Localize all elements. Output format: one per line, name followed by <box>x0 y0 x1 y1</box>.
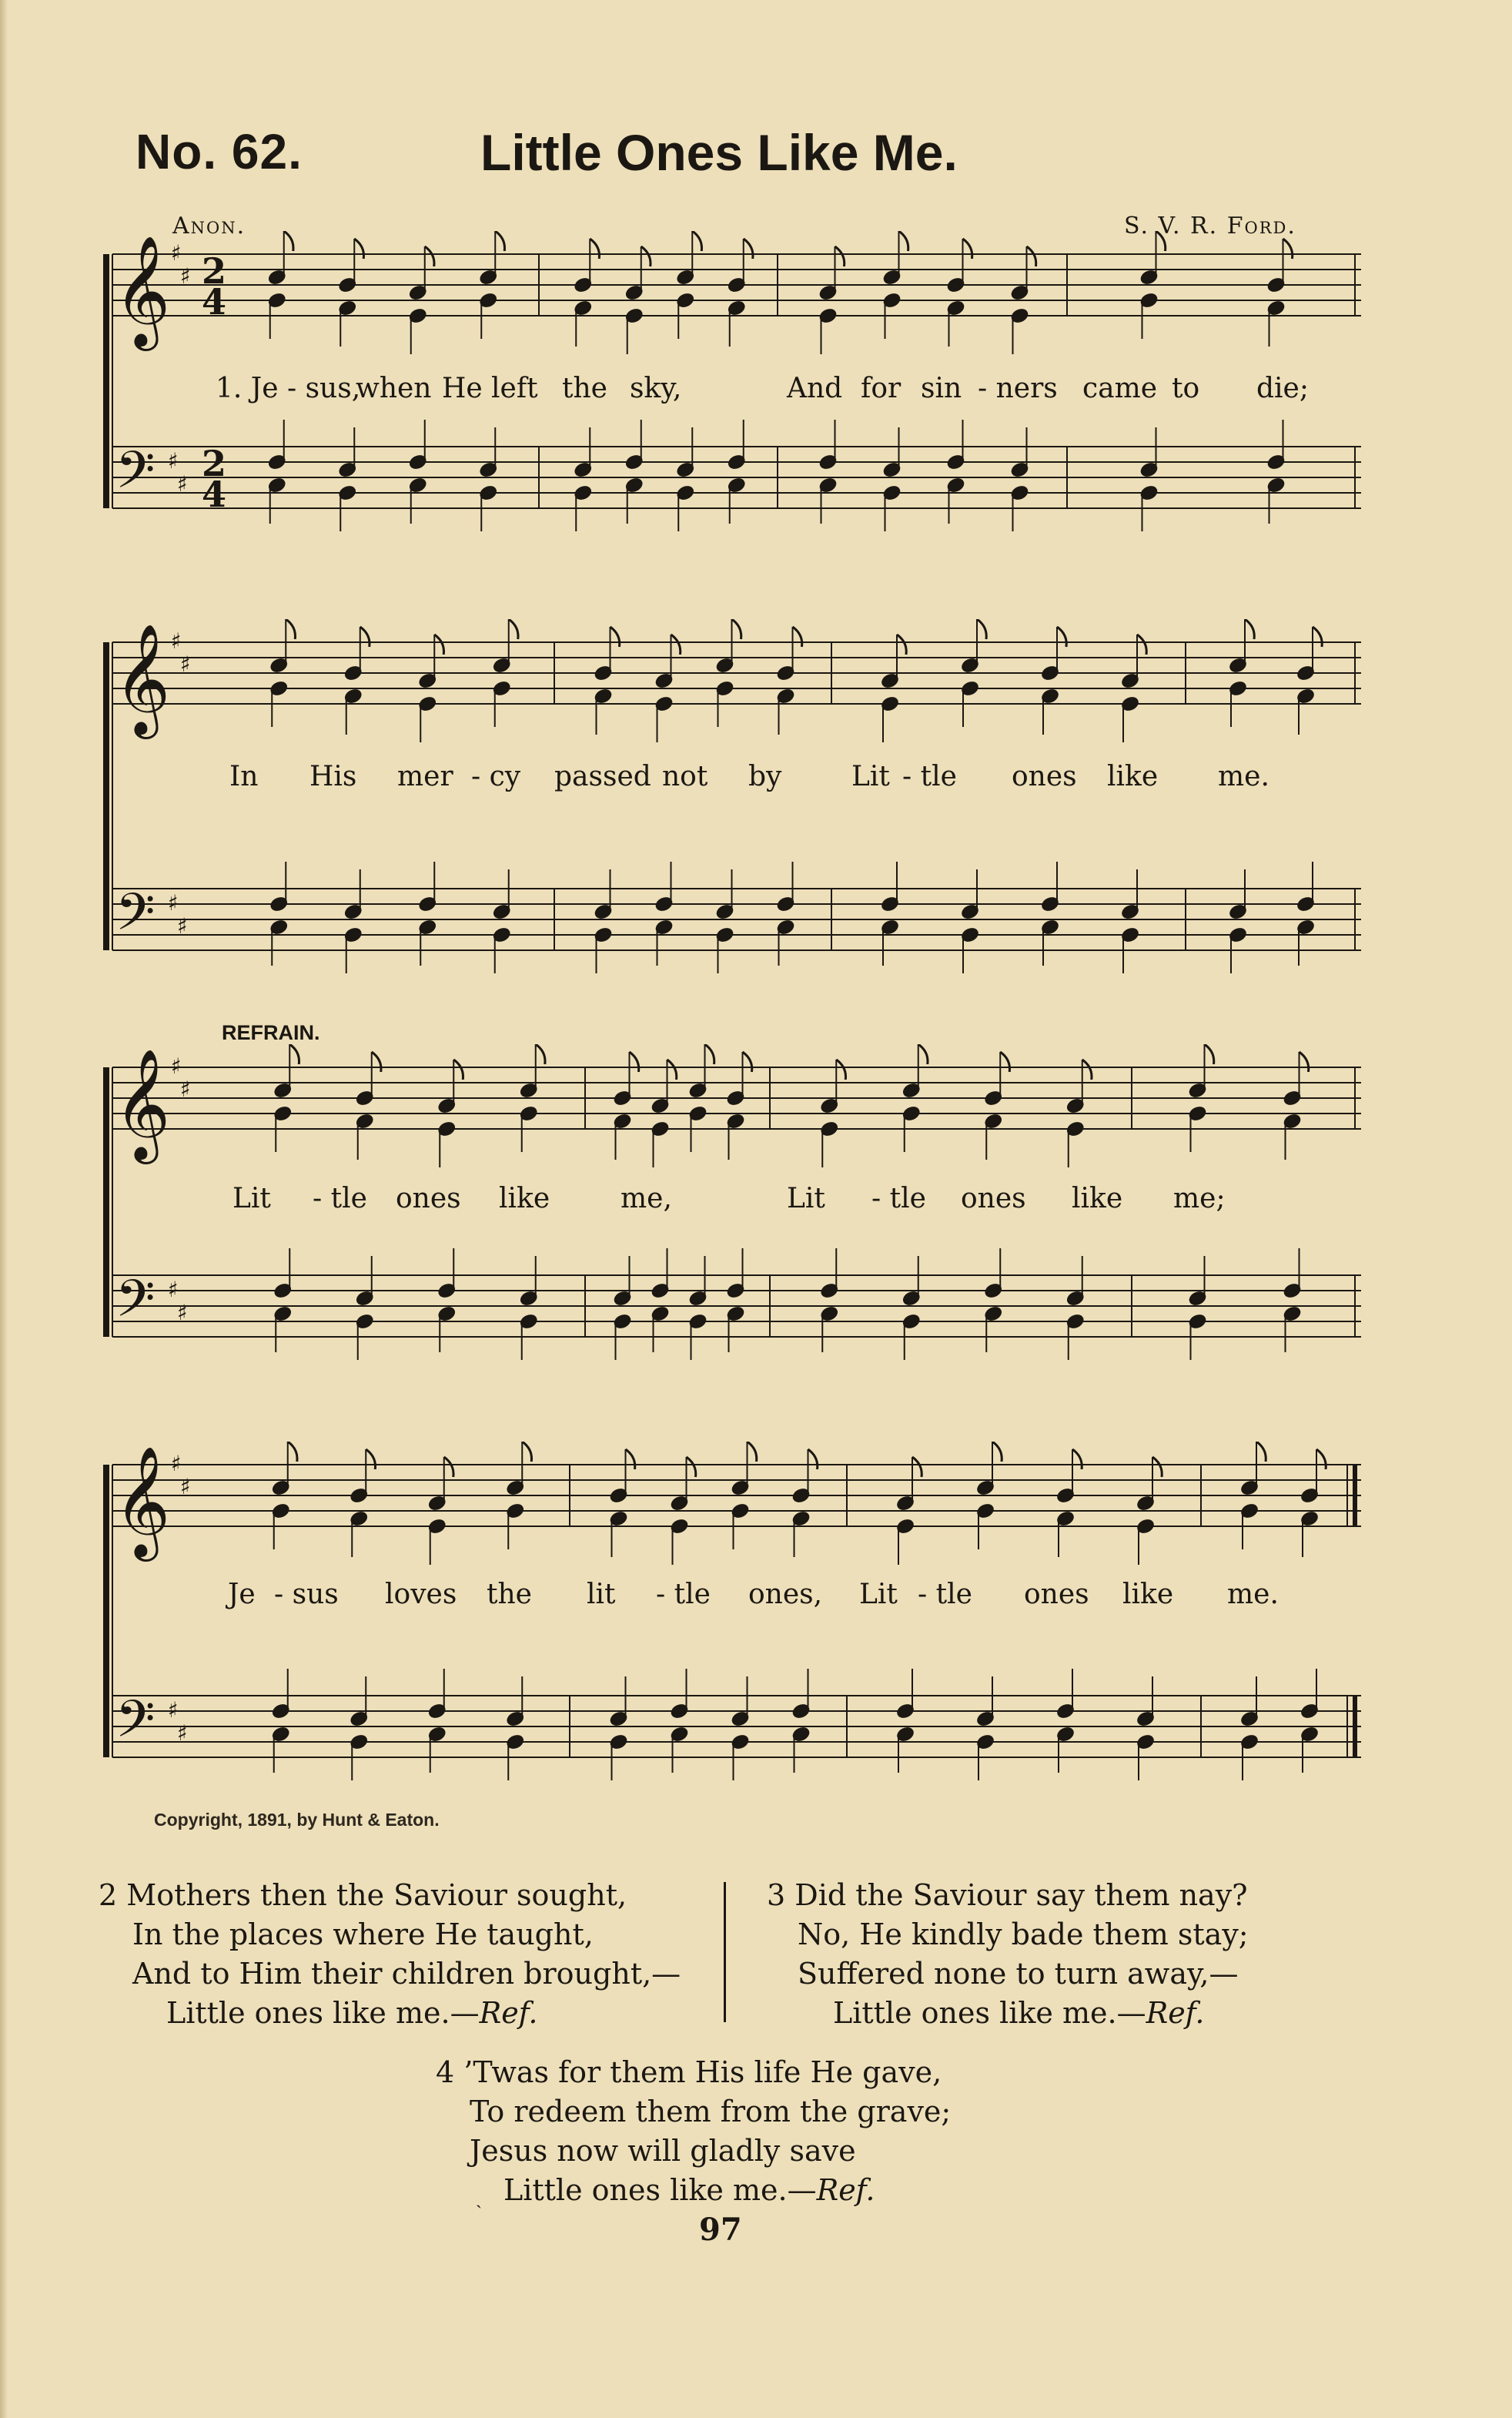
note-flag <box>1027 246 1036 266</box>
note-flag <box>284 231 293 251</box>
sharp-icon: ♯ <box>171 1451 182 1476</box>
music-attribution-text: Anon. <box>172 213 246 239</box>
lyric-syllable: - tle <box>902 761 957 792</box>
page-number: 97 <box>699 2212 742 2248</box>
note-flag <box>687 1457 696 1477</box>
note-flag <box>1072 1449 1082 1469</box>
note-flag <box>354 239 363 259</box>
lyric-syllable: - tle <box>656 1579 711 1610</box>
sharp-icon: ♯ <box>171 1053 182 1079</box>
note-flag <box>1300 1052 1309 1072</box>
note-flag <box>434 635 443 655</box>
hymn-title: Little Ones Like Me. <box>480 124 958 181</box>
time-sig-bottom: 4 <box>202 281 227 323</box>
lyric-syllable: 1. Je - sus, <box>216 373 361 404</box>
print-mark: ˎ <box>476 2187 482 2209</box>
note-flag <box>1156 231 1166 251</box>
words-attribution-text: S. V. R. Ford. <box>1124 213 1296 239</box>
time-sig-top: 2 <box>202 443 227 484</box>
score-system-2 <box>100 619 1370 1004</box>
verse-line: In the places where He taught, <box>132 1917 594 1951</box>
lyric-syllable: like <box>1107 761 1159 792</box>
treble-clef-icon: 𝄞 <box>114 624 171 735</box>
note-flag <box>1137 635 1146 655</box>
lyric-syllable: left <box>491 373 538 404</box>
verse-3 <box>767 1876 1249 2033</box>
note-flag <box>360 627 370 647</box>
note-flag <box>705 1044 714 1064</box>
verse-line <box>436 2171 951 2210</box>
verse-line: Suffered none to turn away,— <box>798 1957 1239 1991</box>
verse-line-text: Little ones like me.— <box>833 1996 1146 2030</box>
note-flag <box>372 1052 381 1072</box>
lyric-syllable: ones, <box>748 1579 823 1610</box>
note-flag <box>992 1442 1002 1462</box>
lyric-syllable: Je <box>228 1579 256 1610</box>
note-flag <box>590 239 599 259</box>
lyric-syllable: me; <box>1173 1183 1226 1214</box>
verse-line <box>99 1994 681 2033</box>
note-flag <box>1245 619 1254 639</box>
note-flag <box>744 239 753 259</box>
lyric-syllable: - tle <box>313 1183 367 1214</box>
note-flag <box>610 627 620 647</box>
sharp-icon: ♯ <box>180 651 191 677</box>
sharp-icon: ♯ <box>180 1077 191 1102</box>
verse-4 <box>436 2053 951 2210</box>
note-flag <box>453 1060 463 1080</box>
lyric-syllable: sky, <box>630 373 682 404</box>
lyric-syllable: - cy <box>471 761 521 792</box>
music-system-4 <box>100 1442 1370 1811</box>
lyric-syllable: me. <box>1227 1579 1279 1610</box>
note-flag <box>671 635 681 655</box>
note-flag <box>1283 239 1293 259</box>
verse-line <box>99 1876 681 1915</box>
note-flag <box>444 1457 453 1477</box>
verse-number: 2 <box>99 1878 118 1912</box>
refrain-reference: Ref. <box>816 2173 875 2207</box>
verse-line-text: Did the Saviour say them nay? <box>794 1878 1248 1912</box>
note-flag <box>1082 1060 1092 1080</box>
sharp-icon: ♯ <box>180 263 191 289</box>
page-edge <box>0 0 8 2418</box>
treble-clef-icon: 𝄞 <box>114 1049 171 1160</box>
bass-clef-icon: 𝄢 <box>115 1690 156 1761</box>
lyric-syllable: came <box>1082 373 1158 404</box>
lyric-syllable: Lit <box>232 1183 271 1214</box>
note-flag <box>748 1442 757 1462</box>
lyric-syllable: Lit <box>851 761 890 792</box>
lyric-syllable: the <box>562 373 607 404</box>
lyric-syllable: like <box>1122 1579 1174 1610</box>
note-flag <box>366 1449 375 1469</box>
copyright-notice: Copyright, 1891, by Hunt & Eaton. <box>154 1810 440 1830</box>
lyric-syllable: like <box>499 1183 550 1214</box>
note-flag <box>1057 627 1066 647</box>
note-flag <box>977 619 986 639</box>
lyrics-row-3 <box>100 1183 1370 1221</box>
note-flag <box>286 619 295 639</box>
note-flag <box>641 246 651 266</box>
verse-line: And to Him their children brought,— <box>132 1957 681 1991</box>
note-flag <box>630 1052 639 1072</box>
sharp-icon: ♯ <box>168 890 179 916</box>
note-flag <box>1205 1044 1214 1064</box>
lyric-syllable: the <box>487 1579 532 1610</box>
note-flag <box>835 246 845 266</box>
lyric-syllable: - ners <box>978 373 1058 404</box>
sharp-icon: ♯ <box>168 448 179 474</box>
verse-line-text: Mothers then the Saviour sought, <box>126 1878 627 1912</box>
verse-line-text: Little ones like me.— <box>503 2173 817 2207</box>
note-flag <box>1152 1457 1162 1477</box>
note-flag <box>1313 627 1322 647</box>
note-flag <box>536 1044 545 1064</box>
note-flag <box>1000 1052 1009 1072</box>
sharp-icon: ♯ <box>177 1300 188 1325</box>
note-flag <box>425 246 434 266</box>
note-flag <box>692 231 701 251</box>
note-flag <box>808 1449 818 1469</box>
refrain-label: REFRAIN. <box>222 1021 320 1044</box>
lyric-syllable: for <box>861 373 902 404</box>
note-flag <box>836 1060 845 1080</box>
bass-clef-icon: 𝄢 <box>115 1269 156 1341</box>
music-system-3 <box>100 1044 1370 1383</box>
note-flag <box>963 239 972 259</box>
lyric-syllable: die; <box>1256 373 1309 404</box>
lyric-syllable: Lit <box>859 1579 898 1610</box>
lyric-syllable: lit <box>587 1579 616 1610</box>
lyric-syllable: ones <box>1024 1579 1089 1610</box>
lyrics-row-1 <box>100 373 1370 411</box>
score-system-4 <box>100 1442 1370 1811</box>
note-flag <box>1316 1449 1326 1469</box>
lyric-syllable: Lit <box>787 1183 825 1214</box>
verse-line: No, He kindly bade them stay; <box>798 1917 1249 1951</box>
sharp-icon: ♯ <box>177 471 188 497</box>
lyric-syllable: ones <box>1012 761 1077 792</box>
time-sig-bottom: 4 <box>202 474 227 515</box>
sharp-icon: ♯ <box>168 1697 179 1723</box>
lyric-syllable: passed <box>554 761 651 792</box>
lyrics-row-4 <box>100 1579 1370 1617</box>
lyric-syllable: to <box>1172 373 1200 404</box>
lyric-syllable: He <box>442 373 483 404</box>
verse-line <box>767 1994 1249 2033</box>
music-system-1 <box>100 231 1370 547</box>
lyric-syllable: like <box>1072 1183 1123 1214</box>
lyric-syllable: - tle <box>871 1183 926 1214</box>
note-flag <box>743 1052 752 1072</box>
time-sig-top: 2 <box>202 250 227 292</box>
treble-clef-icon: 𝄞 <box>114 236 171 347</box>
note-flag <box>289 1044 299 1064</box>
music-system-2 <box>100 619 1370 1004</box>
note-flag <box>1256 1442 1266 1462</box>
verse-line-text: Little ones like me.— <box>166 1996 480 2030</box>
hymn-number: No. 62. <box>135 124 303 179</box>
note-flag <box>495 231 504 251</box>
bass-clef-icon: 𝄢 <box>115 440 156 512</box>
verse-divider <box>724 1882 726 2022</box>
note-flag <box>288 1442 297 1462</box>
lyric-syllable: by <box>748 761 782 792</box>
refrain-reference: Ref. <box>479 1996 538 2030</box>
lyric-syllable: - tle <box>918 1579 972 1610</box>
note-flag <box>912 1457 922 1477</box>
sharp-icon: ♯ <box>180 1474 191 1499</box>
note-flag <box>793 627 802 647</box>
note-flag <box>897 635 906 655</box>
lyric-syllable: mer <box>397 761 453 792</box>
note-flag <box>626 1449 635 1469</box>
note-flag <box>918 1044 928 1064</box>
lyric-syllable: In <box>229 761 259 792</box>
lyric-syllable: not <box>662 761 708 792</box>
note-flag <box>522 1442 531 1462</box>
refrain-reference: Ref. <box>1146 1996 1205 2030</box>
lyric-syllable: me, <box>621 1183 672 1214</box>
verse-2 <box>99 1876 681 2033</box>
lyric-syllable: me. <box>1218 761 1269 792</box>
sharp-icon: ♯ <box>168 1277 179 1302</box>
lyric-syllable: when <box>356 373 432 404</box>
lyric-syllable: ones <box>396 1183 461 1214</box>
verse-line: Jesus now will gladly save <box>470 2134 856 2168</box>
note-flag <box>667 1060 677 1080</box>
lyric-syllable: And <box>787 373 843 404</box>
note-flag <box>732 619 741 639</box>
lyrics-row-2 <box>100 761 1370 799</box>
verse-line <box>436 2053 951 2092</box>
lyric-syllable: loves <box>385 1579 457 1610</box>
treble-clef-icon: 𝄞 <box>114 1446 171 1557</box>
bass-clef-icon: 𝄢 <box>115 882 156 954</box>
verse-number: 3 <box>767 1878 786 1912</box>
sharp-icon: ♯ <box>171 240 182 266</box>
sharp-icon: ♯ <box>177 1720 188 1746</box>
lyric-syllable: ones <box>961 1183 1026 1214</box>
lyric-syllable: His <box>309 761 357 792</box>
lyric-syllable: sin <box>921 373 962 404</box>
sharp-icon: ♯ <box>177 913 188 939</box>
verse-line-text: ’Twas for them His life He gave, <box>463 2055 942 2089</box>
sharp-icon: ♯ <box>171 628 182 654</box>
verse-line <box>767 1876 1249 1915</box>
note-flag <box>509 619 518 639</box>
note-flag <box>899 231 908 251</box>
verse-line: To redeem them from the grave; <box>470 2095 952 2128</box>
verse-number: 4 <box>436 2055 455 2089</box>
lyric-syllable: - sus <box>274 1579 339 1610</box>
